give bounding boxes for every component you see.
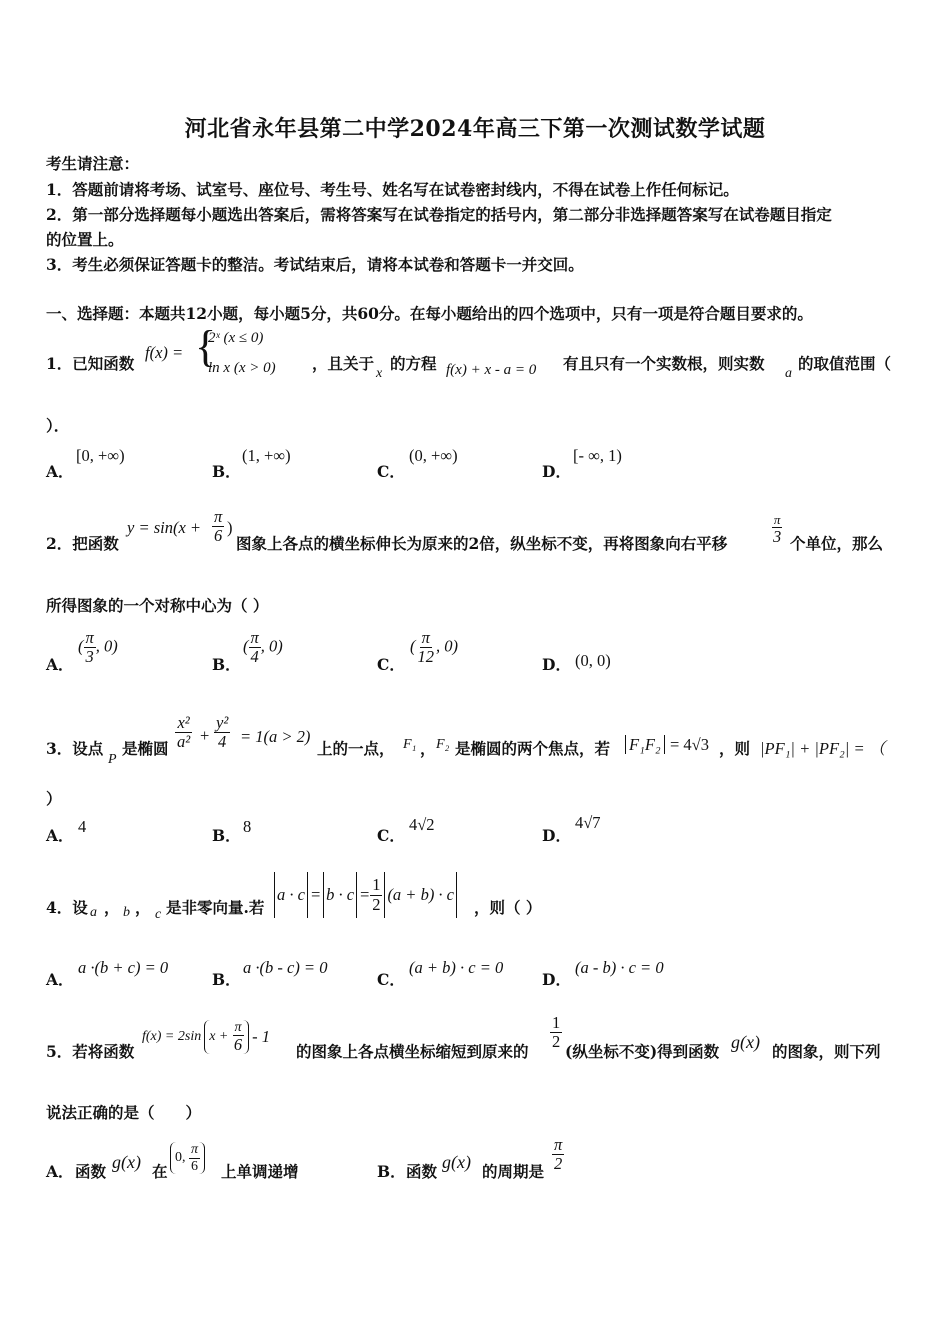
q4-option-d: (a - b) · c = 0 <box>575 958 664 977</box>
q2-option-d: (0, 0) <box>575 651 611 670</box>
q1-option-d-label: D． <box>542 462 571 481</box>
q3-option-d: 4√7 <box>575 813 601 832</box>
q5-text-5: 说法正确的是（ ） <box>46 1103 202 1122</box>
q4-vec-c: c <box>155 907 162 922</box>
q5-option-b-text-1: 函数 <box>406 1162 438 1181</box>
q1-brace: { <box>195 322 217 371</box>
q4-option-b-label: B． <box>212 970 241 989</box>
q2-shift-pi: π <box>773 512 781 527</box>
q3-text-2: 是椭圆 <box>122 739 169 758</box>
q4-vec-a: a <box>90 905 97 920</box>
q3-sum: |PF₁| + |PF₂| = （ <box>760 739 886 758</box>
q5-function: f(x) = 2sin x + $\frac{\pi}{6}$ - 1 <box>142 1019 271 1055</box>
q3-text-5: ，则 <box>719 739 751 758</box>
q2-fraction <box>212 508 224 545</box>
q3-point-p: P <box>108 752 117 767</box>
q5-option-a-text-2: 在 <box>152 1162 168 1181</box>
q4-option-d-label: D． <box>542 970 571 989</box>
q1-text-5: 的取值范围（ <box>798 354 892 373</box>
q3-option-b: 8 <box>243 817 252 836</box>
q2-option-a: ( $\frac{\pi}{3}$ , 0) <box>78 628 118 667</box>
q1-intro: 1．已知函数 <box>46 354 135 373</box>
q2-shift-fraction <box>771 513 783 546</box>
q1-text-3: 的方程 <box>390 354 437 373</box>
q4-abc: (a + b) · c <box>387 885 455 904</box>
q1-fx: f(x) = <box>145 343 184 362</box>
section-heading: 一、选择题：本题共12小题，每小题5分，共60分。在每小题给出的四个选项中，只有一项是符合题目要求的。 <box>46 304 813 323</box>
q1-var-a: a <box>785 366 792 381</box>
q4-text-2: 是非零向量.若 <box>166 898 265 917</box>
notice-item-3: 3．考生必须保证答题卡的整洁。考试结束后，请将本试卷和答题卡一并交回。 <box>46 255 584 274</box>
q4-option-c: (a + b) · c = 0 <box>409 958 504 977</box>
q3-text-4: 是椭圆的两个焦点，若 <box>455 739 611 758</box>
q4-bc: b · c <box>326 885 355 904</box>
q5-option-a-text-3: 上单调递增 <box>221 1162 299 1181</box>
q3-focal-distance: F₁F₂ <box>625 735 665 755</box>
notice-heading: 考生请注意： <box>46 154 140 173</box>
q5-text-4: 的图象，则下列 <box>772 1042 881 1061</box>
q3-option-a: 4 <box>78 817 87 836</box>
q4-option-a: a ·(b + c) = 0 <box>78 958 169 977</box>
q2-close-paren: ) <box>227 518 233 537</box>
q5-text-2: 的图象上各点横坐标缩短到原来的 <box>296 1042 529 1061</box>
q1-case-2: ln x (x > 0) <box>208 360 276 376</box>
q1-text-6: ）． <box>46 416 70 435</box>
q3-condition: = 1(a > 2) <box>240 727 311 746</box>
q1-option-b: (1, +∞) <box>242 446 291 465</box>
q1-option-c-label: C． <box>377 462 405 481</box>
q2-intro: 2．把函数 <box>46 534 119 553</box>
q1-case-1: 2ˣ (x ≤ 0) <box>208 330 264 346</box>
q2-option-d-label: D． <box>542 655 571 674</box>
q1-option-a: [0, +∞) <box>76 446 125 465</box>
q2-option-c-label: C． <box>377 655 405 674</box>
q4-option-b: a ·(b - c) = 0 <box>243 958 328 977</box>
q5-option-b-period: $\frac{\pi}{2}$ <box>554 1135 563 1174</box>
q3-focal-value: = 4√3 <box>670 735 709 754</box>
q2-option-c: ( $\frac{\pi}{12}$ , 0) <box>410 628 458 667</box>
q3-ellipse-y: $\frac{\text{y²}}{4}$ <box>216 713 229 752</box>
q4-option-a-label: A． <box>46 970 74 989</box>
q3-text-3: 上的一点， <box>317 739 395 758</box>
q5-option-b-text-2: 的周期是 <box>482 1162 545 1181</box>
q5-option-b-label: B． <box>377 1162 406 1181</box>
q4-option-c-label: C． <box>377 970 405 989</box>
q1-var-x: x <box>376 366 383 381</box>
q1-text-4: 有且只有一个实数根，则实数 <box>563 354 765 373</box>
q4-ac: a · c <box>277 885 305 904</box>
q2-option-b-label: B． <box>212 655 241 674</box>
q1-equation: f(x) + x - a = 0 <box>446 362 537 378</box>
q4-sep-2: ， <box>135 898 151 917</box>
q3-comma: ， <box>420 739 436 758</box>
notice-item-2-cont: 的位置上。 <box>46 230 124 249</box>
q2-text-3: 个单位，那么 <box>790 534 884 553</box>
q2-function: y = sin(x + <box>127 518 202 537</box>
q3-ellipse-x: $\frac{\text{x²}}{\text{a²}}$ <box>177 713 191 752</box>
q2-text-2: 图象上各点的横坐标伸长为原来的2倍，纵坐标不变，再将图象向右平移 <box>236 534 728 553</box>
q3-plus: + <box>200 726 210 745</box>
q4-eq-1: = <box>309 885 322 904</box>
q4-sep-1: ， <box>104 898 120 917</box>
q3-option-c: 4√2 <box>409 815 435 834</box>
q3-option-c-label: C． <box>377 826 405 845</box>
q2-text-4: 所得图象的一个对称中心为（ ） <box>46 596 269 615</box>
q2-pi: π <box>214 507 223 526</box>
q5-option-a-text-1: 函数 <box>75 1162 107 1181</box>
q3-intro: 3．设点 <box>46 739 104 758</box>
q2-six: 6 <box>214 526 223 546</box>
q1-option-b-label: B． <box>212 462 241 481</box>
q1-option-d: [- ∞, 1) <box>573 446 622 465</box>
q5-option-a-g: g(x) <box>112 1152 141 1172</box>
q1-text-2: ，且关于 <box>312 354 375 373</box>
q4-intro: 4．设 <box>46 898 88 917</box>
q5-option-a-interval: 0, $\frac{\pi}{6}$ <box>170 1136 205 1180</box>
q2-shift-three: 3 <box>773 527 782 547</box>
q5-half: $\frac{1}{2}$ <box>552 1013 561 1052</box>
q5-option-b-g: g(x) <box>442 1152 471 1172</box>
q3-text-6: ） <box>46 789 62 808</box>
q1-option-c: (0, +∞) <box>409 446 458 465</box>
q4-condition: a · c = b · c = $\frac{1}{2}$ (a + b) · c <box>272 870 459 920</box>
q1-option-a-label: A． <box>46 462 74 481</box>
q4-text-3: ，则（ ） <box>474 898 542 917</box>
page-title: 河北省永年县第二中学2024年高三下第一次测试数学试题 <box>184 116 766 142</box>
q3-focus-1: F₁ <box>403 737 417 752</box>
q2-option-b: ( $\frac{\pi}{4}$ , 0) <box>243 628 283 667</box>
q5-option-a-label: A． <box>46 1162 74 1181</box>
q3-option-b-label: B． <box>212 826 241 845</box>
notice-item-2: 2．第一部分选择题每小题选出答案后，需将答案写在试卷指定的括号内，第二部分非选择题答案写在试卷题目指定 <box>46 205 832 224</box>
q4-vec-b: b <box>123 905 130 920</box>
q5-g: g(x) <box>731 1032 760 1052</box>
q3-option-a-label: A． <box>46 826 74 845</box>
q4-eq-2: = <box>359 885 371 904</box>
q5-text-3: (纵坐标不变)得到函数 <box>565 1042 720 1061</box>
q2-option-a-label: A． <box>46 655 74 674</box>
q3-focus-2: F₂ <box>436 737 450 752</box>
q3-option-d-label: D． <box>542 826 571 845</box>
q5-intro: 5．若将函数 <box>46 1042 135 1061</box>
notice-item-1: 1．答题前请将考场、试室号、座位号、考生号、姓名写在试卷密封线内，不得在试卷上作任何标记。 <box>46 180 739 199</box>
